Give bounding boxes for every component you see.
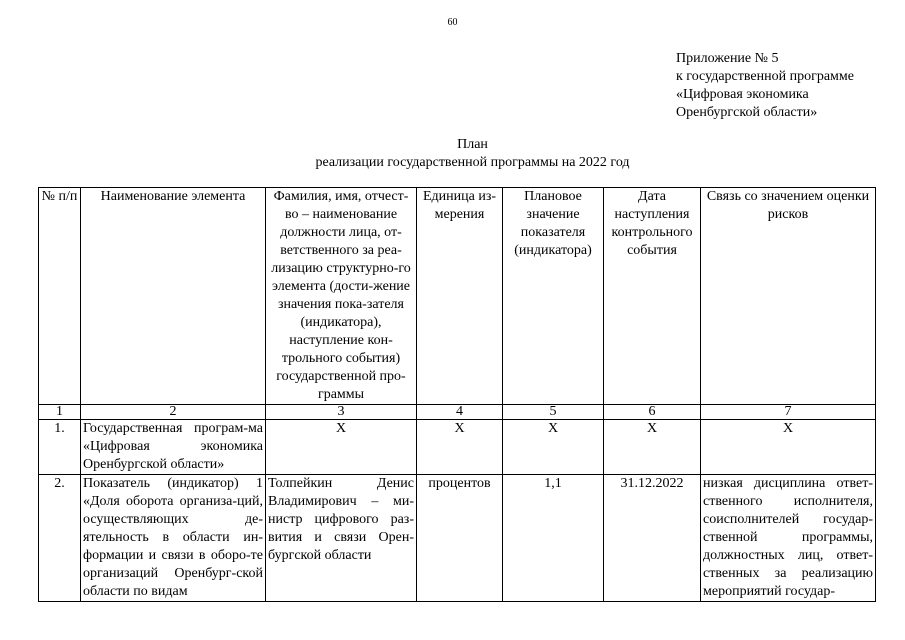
table-row <box>39 420 876 475</box>
column-number: 5 <box>503 405 604 420</box>
appendix-line: Оренбургской области» <box>676 105 818 120</box>
header-planned-value: Плановое значение показателя (индикатора) <box>503 188 604 405</box>
plan-table <box>38 187 876 602</box>
header-event-date: Дата наступления контрольного события <box>604 188 701 405</box>
unit-cell: Х <box>417 420 503 475</box>
column-number: 4 <box>417 405 503 420</box>
appendix-line: «Цифровая экономика <box>676 87 809 102</box>
planned-value-cell: Х <box>503 420 604 475</box>
responsible-cell: Х <box>266 420 417 475</box>
column-number: 7 <box>701 405 876 420</box>
title-line-2: реализации государственной программы на 2022 год <box>315 155 630 170</box>
planned-value-cell: 1,1 <box>503 475 604 602</box>
risk-cell: низкая дисциплина ответ-ственного исполнителя, соисполнителей государ-ственной программы, должностных лиц, ответ-ственных за реализацию мероприятий государ- <box>701 475 876 602</box>
header-risk-link: Связь со значением оценки рисков <box>701 188 876 405</box>
column-number: 3 <box>266 405 417 420</box>
header-responsible: Фамилия, имя, отчест-во – наименование должности лица, от-ветственного за реа-лизацию структурно-го элемента (дости-жение значения пока-зателя (индикатора), наступление кон-трольного события) государственной про-граммы <box>266 188 417 405</box>
row-number: 1. <box>39 420 81 475</box>
event-date-cell: Х <box>604 420 701 475</box>
element-name-cell: Государственная програм-ма «Цифровая экономика Оренбургской области» <box>81 420 266 475</box>
header-num: № п/п <box>39 188 81 405</box>
page-number: 60 <box>447 17 458 28</box>
title-line-1: План <box>457 137 488 152</box>
document-title <box>0 136 905 172</box>
column-number: 2 <box>81 405 266 420</box>
header-element-name: Наименование элемента <box>81 188 266 405</box>
table-header-row <box>39 188 876 405</box>
event-date-cell: 31.12.2022 <box>604 475 701 602</box>
header-unit: Единица из-мерения <box>417 188 503 405</box>
unit-cell: процентов <box>417 475 503 602</box>
column-number-row <box>39 405 876 420</box>
appendix-line: к государственной программе <box>676 69 854 84</box>
column-number: 6 <box>604 405 701 420</box>
appendix-line: Приложение № 5 <box>676 51 779 66</box>
row-number: 2. <box>39 475 81 602</box>
responsible-cell: Толпейкин Денис Владимирович – ми-нистр цифрового раз-вития и связи Орен-бургской области <box>266 475 417 602</box>
risk-cell: Х <box>701 420 876 475</box>
column-number: 1 <box>39 405 81 420</box>
element-name-cell: Показатель (индикатор) 1 «Доля оборота организа-ций, осуществляющих де-ятельность в области ин-формации и связи в оборо-те организаций Оренбург-ской области по видам <box>81 475 266 602</box>
appendix-caption <box>676 50 854 122</box>
table-row <box>39 475 876 602</box>
